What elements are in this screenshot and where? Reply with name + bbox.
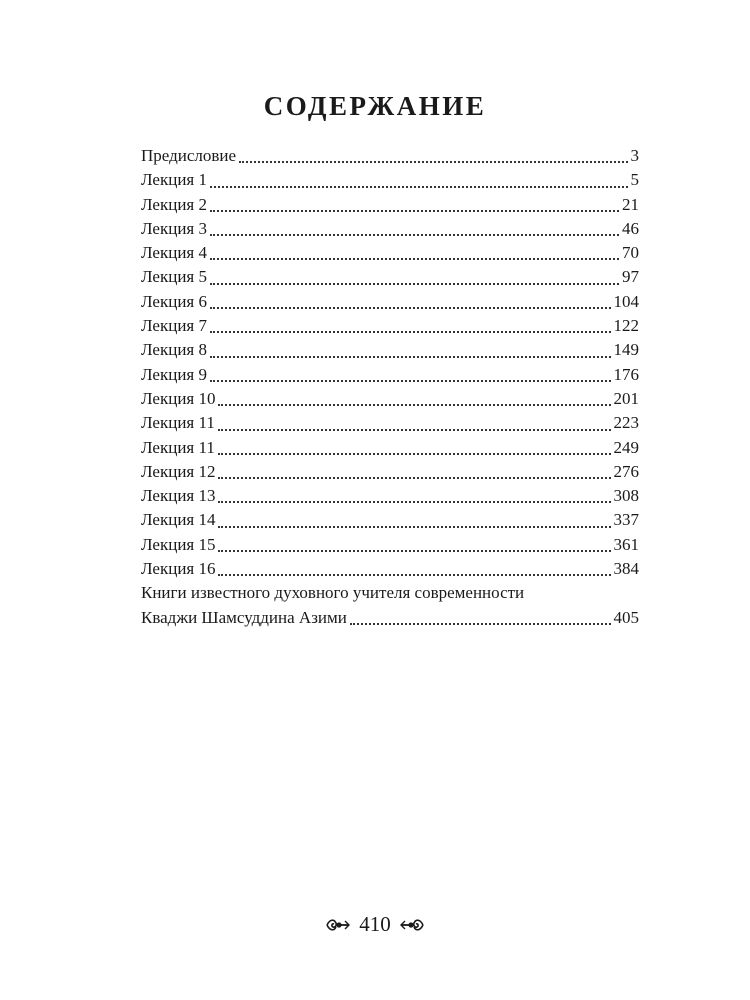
toc-entry [141, 533, 639, 557]
dot-leader [218, 573, 610, 576]
toc-entry-page: 176 [613, 364, 639, 384]
dot-leader [218, 476, 610, 479]
toc-entry-page: 149 [613, 340, 639, 360]
toc-entry-page: 276 [613, 461, 639, 481]
toc-entry [141, 168, 639, 192]
table-of-contents [141, 144, 639, 630]
toc-entry [141, 436, 639, 460]
toc-entry-label: Лекция 14 [141, 510, 216, 530]
dot-leader [350, 622, 611, 625]
dot-leader [210, 379, 611, 382]
toc-entry-label: Лекция 2 [141, 194, 207, 214]
toc-entry-page: 201 [613, 388, 639, 408]
toc-entry-page: 21 [622, 194, 639, 214]
page-number: 410 [359, 912, 391, 936]
toc-entry [141, 338, 639, 362]
toc-entry-label: Лекция 5 [141, 267, 207, 287]
toc-entry [141, 581, 639, 605]
toc-entry [141, 606, 639, 630]
toc-entry [141, 193, 639, 217]
toc-entry [141, 387, 639, 411]
toc-entry [141, 241, 639, 265]
dot-leader [218, 500, 610, 503]
toc-entry-label: Лекция 1 [141, 170, 207, 190]
toc-entry-page: 5 [630, 170, 639, 190]
toc-entry-page: 104 [613, 291, 639, 311]
toc-entry [141, 411, 639, 435]
dot-leader [218, 452, 611, 455]
toc-entry [141, 290, 639, 314]
toc-entry [141, 217, 639, 241]
fleuron-icon [399, 915, 425, 935]
toc-entry-label: Лекция 7 [141, 316, 207, 336]
dot-leader [218, 428, 611, 431]
toc-entry [141, 314, 639, 338]
toc-entry-label: Лекция 3 [141, 218, 207, 238]
toc-entry-page: 46 [622, 218, 639, 238]
toc-entry-page: 223 [613, 413, 639, 433]
toc-entry [141, 265, 639, 289]
toc-entry-label: Лекция 8 [141, 340, 207, 360]
dot-leader [210, 257, 619, 260]
toc-entry-label: Лекция 11 [141, 437, 215, 457]
toc-entry-label: Предисловие [141, 146, 237, 165]
dot-leader [239, 160, 627, 163]
toc-entry [141, 144, 639, 168]
dot-leader [218, 403, 610, 406]
dot-leader [210, 233, 619, 236]
dot-leader [210, 209, 619, 212]
toc-entry-label: Лекция 12 [141, 461, 216, 481]
dot-leader [218, 549, 610, 552]
dot-leader [210, 306, 611, 309]
toc-entry-label: Лекция 16 [141, 559, 216, 579]
toc-entry-label: Лекция 13 [141, 486, 216, 506]
dot-leader [210, 282, 619, 285]
toc-entry [141, 484, 639, 508]
toc-entry-label: Лекция 15 [141, 534, 216, 554]
toc-entry-page: 122 [613, 316, 639, 336]
toc-entry [141, 508, 639, 532]
dot-leader [218, 525, 610, 528]
toc-entry-label: Лекция 9 [141, 364, 207, 384]
toc-entry-label: Лекция 10 [141, 388, 216, 408]
page-footer [0, 912, 750, 937]
toc-entry [141, 363, 639, 387]
toc-entry-page: 337 [613, 510, 639, 530]
fleuron-icon [325, 915, 351, 935]
dot-leader [210, 185, 628, 188]
toc-entry-page: 405 [613, 607, 639, 627]
toc-entry-label: Кваджи Шамсуддина Азими [141, 607, 347, 627]
toc-entry-page: 70 [622, 243, 639, 263]
dot-leader [210, 355, 611, 358]
toc-entry-page: 361 [613, 534, 639, 554]
toc-entry-page: 3 [630, 146, 639, 165]
toc-entry [141, 460, 639, 484]
toc-entry [141, 557, 639, 581]
toc-entry-page: 97 [622, 267, 639, 287]
toc-entry-label: Лекция 6 [141, 291, 207, 311]
page-title: СОДЕРЖАНИЕ [263, 91, 487, 121]
toc-entry-label: Книги известного духовного учителя современности [141, 583, 525, 603]
toc-entry-page: 308 [613, 486, 639, 506]
dot-leader [210, 330, 611, 333]
toc-entry-page: 249 [613, 437, 639, 457]
toc-entry-label: Лекция 11 [141, 413, 215, 433]
toc-entry-label: Лекция 4 [141, 243, 207, 263]
toc-entry-page: 384 [613, 559, 639, 579]
